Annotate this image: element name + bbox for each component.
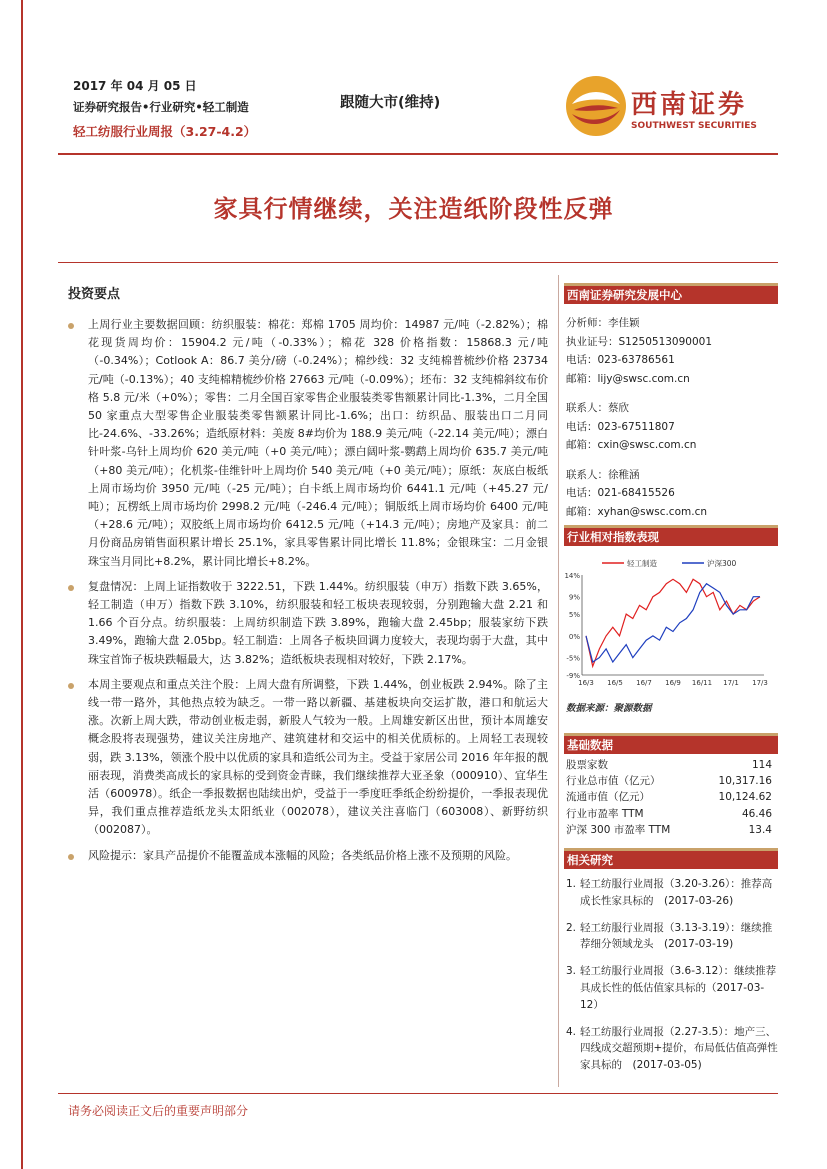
related-research-header: 相关研究 (564, 848, 778, 869)
report-date: 2017 年 04 月 05 日 (73, 79, 197, 93)
left-accent-line (21, 0, 23, 1169)
y-tick-label: 0% (568, 632, 580, 641)
x-tick-label: 17/1 (723, 679, 739, 687)
table-row: 流通市值（亿元） 10,124.62 (566, 791, 772, 804)
research-center-header: 西南证券研究发展中心 (564, 283, 778, 304)
contact-name: 联系人：蔡欣 (566, 402, 629, 414)
bullet-data-review: 上周行业主要数据回顾：纺织服装：棉花：郑棉 1705 周均价：14987 元/吨（-2.82%）；棉花现货周均价：15904.2 元/吨（-0.33%）；棉花 328 价格指数：15868.3 元/吨（-0.34%）；Cotlook A：86.7 美分/磅（-0.24%）；棉纱线：32 支纯棉普梳纱价格 23734 元/吨（-0.13%）；40 支纯棉精梳纱价格 27663 元/吨（-0.09%）；坯布：32 支纯棉斜纹布价格 5.8 元/米（+0%）；零售：二月全国百家零售企业服装类零售额累计同比-1.3%，二月全国 50 家重点大型零售企业服装类零售额累计同比-1.6%；出口：纺织品、服装出口二月同比-24.6%、-33.26%；造纸原材料：美废 8#均价为 188.9 美元/吨（-22.14 美元/吨）；漂白针叶浆-乌针上周均价 620 美元/吨（+0 美元/吨）；漂白阔叶浆-鹦鹉上周均价 635.7 美元/吨（+80 美元/吨）；化机浆-佳维针叶上周均价 540 美元/吨（+0 美元/吨）；原纸：灰底白板纸上周市场均价 3950 元/吨（-25 元/吨）；白卡纸上周市场均价 6441.1 元/吨（+45.27 元/吨）；瓦楞纸上周市场均价 2998.2 元/吨（-246.4 元/吨）；铜版纸上周市场均价 6400 元/吨（+28.6 元/吨）；双胶纸上周市场均价 6412.5 元/吨（+14.3 元/吨）；房地产及家具：前二月份商品房销售面积累计增长 25.1%，家具零售累计同比增长 11.8%；金银珠宝：二月金银珠宝当月同比+8.2%，累计同比增长+8.2%。 (68, 316, 548, 571)
bullet-icon (68, 323, 74, 329)
title-divider (58, 262, 778, 263)
list-item[interactable]: 1. 轻工纺服行业周报（3.20-3.26）：推荐高成长性家具标的 (2017-03-26) (566, 878, 773, 907)
bullet-icon (68, 854, 74, 860)
bullet-icon (68, 585, 74, 591)
x-tick-label: 16/3 (578, 679, 594, 687)
x-tick-label: 16/5 (607, 679, 623, 687)
table-row: 股票家数 114 (566, 759, 772, 771)
list-item[interactable]: 3. 轻工纺服行业周报（3.6-3.12）：继续推荐具成长性的低估值家具标的（2017-03-12） (566, 965, 777, 1011)
logo-text-en: SOUTHWEST SECURITIES (631, 121, 757, 131)
y-tick-label: -5% (566, 654, 580, 663)
logo-text-cn: 西南证券 (631, 90, 748, 120)
y-tick-label: 5% (568, 611, 580, 620)
analyst-phone: 电话：023-63786561 (566, 354, 675, 366)
footer-divider (58, 1093, 778, 1094)
analyst-license: 执业证号：S1250513090001 (566, 335, 713, 348)
x-tick-label: 17/3 (752, 679, 768, 687)
main-content (68, 283, 548, 872)
series-line (586, 579, 760, 666)
contact-email[interactable]: 邮箱：cxin@swsc.com.cn (566, 439, 697, 451)
analyst-email[interactable]: 邮箱：lijy@swsc.com.cn (566, 372, 690, 385)
contact-phone: 电话：021-68415526 (566, 487, 675, 499)
y-tick-label: 14% (564, 572, 580, 580)
legend-label: 沪深300 (707, 559, 737, 568)
analyst-name: 分析师：李佳颖 (566, 317, 640, 329)
legend-label: 轻工制造 (627, 559, 657, 568)
bullet-risk: 风险提示：家具产品提价不能覆盖成本涨幅的风险；各类纸品价格上涨不及预期的风险。 (68, 847, 548, 865)
report-series: 轻工纺服行业周报（3.27-4.2） (73, 124, 257, 139)
basic-data-table (564, 757, 778, 838)
table-row: 行业总市值（亿元） 10,317.16 (566, 775, 772, 788)
company-logo-icon (564, 74, 628, 138)
contact-name: 联系人：徐稚涵 (566, 468, 640, 481)
index-perf-header-wrap (564, 525, 778, 546)
list-item[interactable]: 4. 轻工纺服行业周报（2.27-3.5）：地产三、四线成交超预期+提价，布局低估值高弹性家具标的 (2017-03-05) (566, 1025, 778, 1072)
bullet-market-review: 复盘情况：上周上证指数收于 3222.51，下跌 1.44%。纺织服装（申万）指数下跌 3.65%，轻工制造（申万）指数下跌 3.10%，纺织服装和轻工板块表现较弱，分别跑输大盘 2.21 和 1.66 个百分点。纺织服装：上周纺织制造下跌 3.89%，跑输大盘 2.45bp；服装家纺下跌 3.49%，跑输大盘 2.05bp。轻工制造：上周各子板块回调力度较大，表现均弱于大盘，其中珠宝首饰子板块跌幅最大，达 3.82%；造纸板块表现相对较好，下跌 2.17%。 (68, 578, 548, 669)
bullet-icon (68, 683, 74, 689)
footer-disclaimer: 请务必阅读正文后的重要声明部分 (68, 1104, 249, 1118)
relative-index-chart (564, 555, 778, 705)
report-category: 证券研究报告•行业研究•轻工制造 (73, 100, 249, 114)
data-source: 数据来源：聚源数据 (566, 703, 652, 714)
related-header-wrap (564, 848, 778, 869)
x-tick-label: 16/11 (691, 679, 713, 687)
bullet-key-views: 本周主要观点和重点关注个股：上周大盘有所调整，下跌 1.44%，创业板跌 2.94%。除了主线一带一路外，其他热点较为缺乏。一带一路以新疆、基建板块向交运扩散，港口和航运大涨。次新上周大跌，带动创业板走弱，新股人气较为一般。上周雄安新区出世，预计本周雄安概念股将表现强势，建议关注房地产、建筑建材和交运中的相关优质标的。上周轻工表现较弱，跌 3.13%，领涨个股中以优质的家具和造纸公司为主。受益于家居公司 2016 年年报的靓丽表现，消费类高成长的家具标的受到资金青睐，我们继续推荐大亚圣象（000910）、宜华生活（600978）。纸企一季报数据也陆续出炉，受益于一季度旺季纸企纷纷提价，一季报表现优异，我们重点推荐造纸龙头太阳纸业（002078），建议关注喜临门（603008）、新野纺织（002087）。 (68, 676, 548, 840)
section-title: 投资要点 (68, 287, 121, 302)
basic-data-header-wrap (564, 733, 778, 754)
series-line (586, 584, 760, 662)
related-research-list (564, 876, 778, 1084)
contact-phone: 电话：023-67511807 (566, 420, 675, 433)
column-divider (558, 275, 559, 1087)
rating: 跟随大市(维持) (340, 95, 441, 111)
list-item[interactable]: 2. 轻工纺服行业周报（3.13-3.19）：继续推荐细分领域龙头 (2017-03-19) (566, 921, 773, 951)
table-row: 行业市盈率 TTM 46.46 (566, 807, 772, 820)
y-tick-label: 9% (568, 593, 580, 602)
analyst-panel (564, 283, 778, 521)
x-tick-label: 16/7 (636, 679, 652, 687)
header-divider (58, 153, 778, 155)
y-tick-label: -9% (566, 672, 580, 680)
table-row: 沪深 300 市盈率 TTM 13.4 (566, 823, 772, 836)
x-tick-label: 16/9 (665, 679, 681, 687)
index-perf-header: 行业相对指数表现 (564, 525, 778, 546)
contact-email[interactable]: 邮箱：xyhan@swsc.com.cn (566, 505, 708, 518)
basic-data-header: 基础数据 (564, 733, 778, 754)
report-title: 家具行情继续，关注造纸阶段性反弹 (213, 194, 614, 223)
